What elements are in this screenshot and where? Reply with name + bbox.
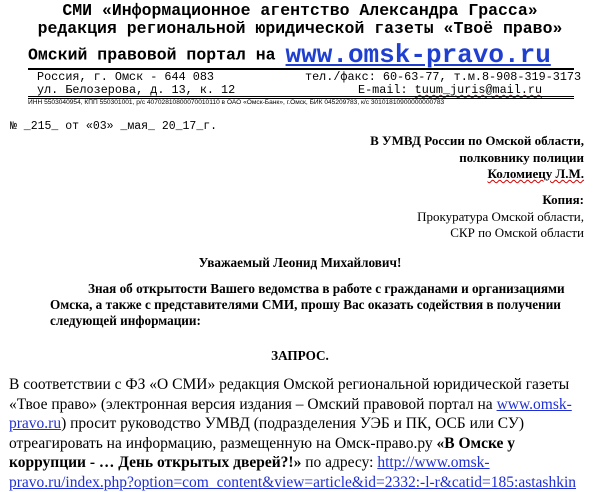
phone-line: тел./факс: 60-63-77, т.м.8-908-319-3173 — [305, 70, 582, 84]
email-label: E-mail: — [358, 83, 408, 97]
request-body-text-2: ) просит руководство УМВД (подразделения УЭБ и ПК, ОСБ или СУ) отреагировать на информацию, размещенную на Омск-право.ру — [9, 415, 525, 452]
addressee-name — [488, 166, 584, 182]
bank-details: ИНН 5503040954, КПП 550301001, р/с 40702810800070010110 в ОАО «Омск-Банк», г.Омск, БИК 045209783, к/с 30101810900000000783 — [28, 99, 445, 106]
request-body-text-3: по адресу: — [301, 454, 378, 471]
addressee-name-text: Коломиецу Л.М. — [487, 166, 584, 181]
letterhead-title: СМИ «Информационное агентство Александра Грасса» — [62, 1, 538, 20]
letterhead-subtitle: редакция региональной юридической газеты «Твоё право» — [37, 19, 563, 38]
email-address: tuum_juris@mail.ru — [414, 83, 543, 97]
addressee-line-1: В УМВД России по Омской области, — [370, 133, 584, 148]
outgoing-reference: № _215_ от «03» _мая_ 20_17_г. — [10, 120, 218, 133]
copy-recipient-2: СКР по Омской области — [450, 225, 584, 240]
address-line-1: Россия, г. Омск - 644 083 — [37, 70, 214, 84]
copy-recipient-1: Прокуратура Омской области, — [417, 209, 584, 224]
greeting: Уважаемый Леонид Михайлович! — [198, 255, 402, 270]
article-title: «В Омске у коррупции - … День открытых дверей?!» — [9, 434, 516, 471]
addressee-line-2: полковнику полиции — [459, 150, 584, 165]
address-line-2: ул. Белозерова, д. 13, к. 12 — [37, 83, 236, 97]
portal-url-link[interactable]: www.omsk-pravo.ru — [285, 40, 551, 70]
portal-label: Омский правовой портал на — [28, 45, 276, 65]
portal-line — [28, 40, 551, 70]
request-heading: ЗАПРОС. — [271, 348, 329, 363]
request-body-text-1: В соответствии с ФЗ «О СМИ» редакция Омской региональной юридической газеты «Твое право» (электронная версия издания – Омский правовой портал на — [9, 376, 570, 413]
email-line — [358, 83, 542, 97]
intro-paragraph: Зная об открытости Вашего ведомства в работе с гражданами и организациями Омска, а также с представителями СМИ, прошу Вас оказать содействия в получении следующей информации: — [50, 281, 565, 328]
article-link[interactable]: http://www.omsk-pravo.ru/index.php?option=com_content&view=article&id=2332:-l-r&catid=185:astashkin — [9, 454, 576, 491]
portal-link[interactable]: www.omsk-pravo.ru — [9, 395, 572, 432]
request-body — [9, 375, 593, 492]
copy-label: Копия: — [542, 192, 584, 207]
